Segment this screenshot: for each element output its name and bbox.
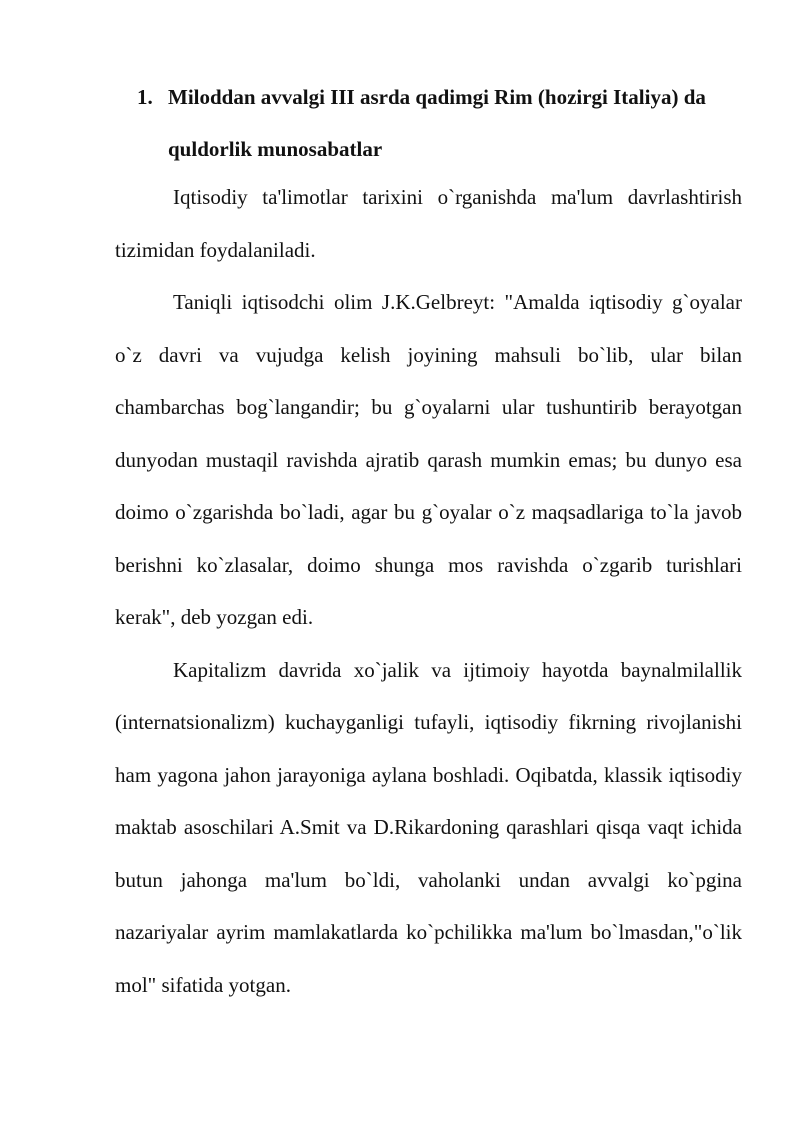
paragraph-gelbreyt-quote: Taniqli iqtisodchi olim J.K.Gelbreyt: "Amalda iqtisodiy g`oyalar o`z davri va vujudga kelish joyining mahsuli bo`lib, ular bilan chambarchas bog`langandir; bu g`oyalarni ular tushuntirib berayotgan dunyodan mustaqil ravishda ajratib qarash mumkin emas; bu dunyo esa doimo o`zgarishda bo`ladi, agar bu g`oyalar o`z maqsadlariga to`la javob berishni ko`zlasalar, doimo shunga mos ravishda o`zgarib turishlari kerak", deb yozgan edi.	[115, 290, 742, 629]
body-text	[115, 171, 742, 1011]
heading-title: Miloddan avvalgi III asrda qadimgi Rim (hozirgi Italiya) da quldorlik munosabatlar	[168, 85, 706, 161]
heading-number: 1.	[137, 85, 153, 109]
paragraph-capitalism: Kapitalizm davrida xo`jalik va ijtimoiy hayotda baynalmilallik (internatsionalizm) kuchayganligi tufayli, iqtisodiy fikrning rivojlanishi ham yagona jahon jarayoniga aylana boshladi. Oqibatda, klassik iqtisodiy maktab asoschilari A.Smit va D.Rikardoning qarashlari qisqa vaqt ichida butun jahonga ma'lum bo`ldi, vaholanki undan avvalgi ko`pgina nazariyalar ayrim mamlakatlarda ko`pchilikka ma'lum bo`lmasdan,"o`lik mol" sifatida yotgan.	[115, 657, 742, 997]
paragraph-periodization: Iqtisodiy ta'limotlar tarixini o`rganishda ma'lum davrlashtirish tizimidan foydalaniladi.	[115, 185, 742, 262]
